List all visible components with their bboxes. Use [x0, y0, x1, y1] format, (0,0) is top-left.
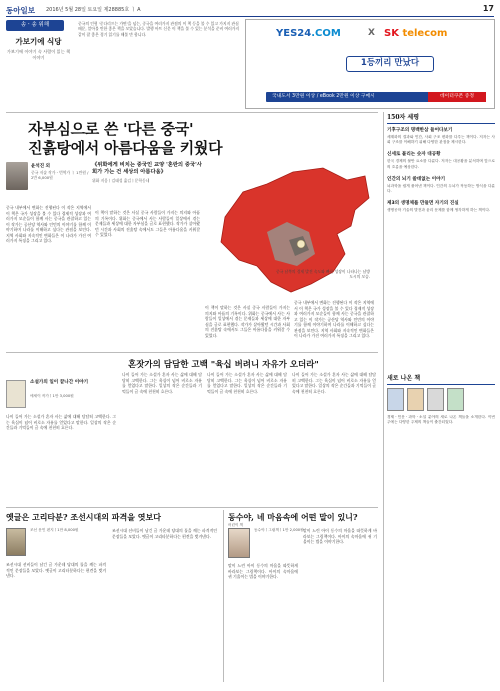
column-divider — [383, 112, 384, 682]
ad-banner[interactable] — [245, 19, 495, 109]
article-body-col-1: 중국 내부에서 변화는 진행된다 이 작은 지역에서 이 책은 국가 성장을 볼 수 있다 경제적 성장과 여러가지 모순들이 함께 사는 중국을 관찰하고 있는 이 작가는 공산당 역사와 인민의 이야기를 함께 이야기하며 나라를 이해하고 싶다는 관점을 보인다. 지역 사회와 지속적인 변화들은 이 나라가 가진 여러가지 특징을 그리고 있다. — [6, 205, 91, 243]
book-cover — [6, 528, 26, 556]
headline-line-2: 진흙탕에서 아름다움을 키웠다 — [28, 139, 223, 157]
new-books-covers — [387, 388, 495, 411]
reviewer-block — [6, 162, 91, 200]
review-1-text: 세계화의 결과와 인간, 사회 구조 변화를 다루는 책이다. 저자는 사회 구조를 이해하기 위해 다양한 관점을 제시한다. — [387, 135, 495, 145]
article-2-body-col-2: 나이 들어 가는 소설가 혼자 사는 삶에 대해 담담히 고백한다. 그는 육십이 넘어 비로소 자유를 얻었다고 말한다. 일상의 작은 순간들과 기억들이 글 속에 천천히 흐른다. — [122, 372, 202, 394]
article-3-body-col-1: 조선시대 선비들이 남긴 글 가운데 당대의 틀을 깨는 파격적인 문장들을 모았다. 옛글이 고리타분하다는 편견을 벗겨낸다. — [6, 562, 106, 578]
review-1-title: 기후구조의 명백한삼 들어다보기 — [387, 128, 453, 133]
book-cover — [387, 388, 404, 411]
book-info — [92, 162, 202, 184]
article-3-body-col-2: 조선시대 선비들이 남긴 글 가운데 당대의 틀을 깨는 파격적인 문장들을 모았다. 옛글이 고리타분하다는 편견을 벗겨낸다. — [112, 528, 217, 539]
divider — [6, 507, 378, 508]
review-2 — [387, 151, 495, 169]
review-section-head: 150자 세평 — [387, 112, 495, 124]
book-cover — [407, 388, 424, 411]
issue-date: 2016년 5월 28일 토요일 제28885호 ㅣ A — [46, 7, 141, 13]
reviewer-name: 윤석진 외 — [31, 164, 50, 169]
review-4-title: 제3의 생명체를 만들면 자기의 진실 — [387, 201, 459, 207]
review-3-title: 인간의 뇌기 쓸데없는 이야기 — [387, 176, 446, 182]
review-2-title: 신세로 불리는 숫자 대공황 — [387, 152, 441, 158]
book-cover — [447, 388, 464, 411]
intro-text: 중국의 인형 '중다리프는 가면'을 넘는, 중국을 여러가지 관점의 이 책 등을 볼 수 있고 가지지 관심 때문, 알아볼 만한 좋은 책을 모았습니다. 발행 아트 신문 이 책을 볼 수 있는 분석을 준비 여러가지 같이 잘 좋은 경기 읽기를 해볼 만 합니다. — [78, 21, 240, 37]
sk-telecom-logo: SK telecom — [384, 28, 448, 39]
column-subtitle: 가보기에 이야기 속 사람이 읽는 책이야기 — [6, 49, 71, 60]
new-books-text: 경제ㆍ인문ㆍ과학ㆍ소설 분야의 새로 나온 책들을 소개한다. 이번 주에는 다양한 주제의 책들이 출간되었다. — [387, 415, 495, 425]
article-2-body-col-4: 나이 들어 가는 소설가 혼자 사는 삶에 대해 담담히 고백한다. 그는 육십이 넘어 비로소 자유를 얻었다고 말한다. 일상의 작은 순간들과 기억들이 글 속에 천천히 흐른다. — [292, 372, 376, 394]
article-3-book-meta: 조선 문인 편지ㅣ1만 8,000원 — [30, 528, 79, 532]
paper-name: 동아일보 — [6, 6, 35, 15]
main-headline — [28, 120, 358, 158]
column-title: 가보기에 식당 — [15, 37, 62, 46]
column-divider — [223, 510, 224, 682]
divider — [6, 352, 378, 353]
article-3-headline: 옛글은 고리타분? 조선시대의 파격을 엿보다 — [6, 512, 161, 522]
new-books-section — [387, 373, 495, 675]
headline-line-1: 자부심으로 쓴 '다른 중국' — [28, 120, 194, 138]
article-2-headline: 혼잣가의 담담한 고백 "육십 버려니 자유가 오더라" — [128, 360, 319, 370]
masthead — [6, 3, 494, 17]
column-intro — [6, 20, 71, 102]
ad-strip-text: 국내도서 3만원 이상 / eBook 2만원 이상 구매시 — [272, 94, 375, 99]
ad-x-mark: X — [368, 28, 375, 38]
article-4-body-col-2: 말이 느린 아이 동수의 마음을 따뜻하게 바라보는 그림책이다. 아이의 속마음에 귀 기울이는 법을 이야기한다. — [303, 528, 377, 544]
ad-strip — [266, 92, 486, 102]
ad-logos — [276, 28, 476, 48]
review-4 — [387, 200, 495, 213]
article-body-col-2: 이 책이 말하는 것은 사실 중국 사람들이 가지는 의지와 아픔의 기록이다. 위화는 중국에서 사는 사람들이 일상에서 겪는 문제들과 세상에 대한 자부심을 글로 표현했다. 작가가 살아왔던 시간과 사회의 진흙탕 속에서도 그들은 아름다움을 키워갈 수 있었다. — [95, 210, 200, 237]
yes24-logo: YES24.COM — [276, 28, 341, 39]
article-2-book-title: 소설가의 일이 끝나간 이야기 — [30, 380, 89, 385]
article-body-col-4: 중국 내부에서 변화는 진행된다 이 작은 지역에서 이 책은 국가 성장을 볼 수 있다 경제적 성장과 여러가지 모순들이 함께 사는 중국을 관찰하고 있는 이 작가는 공산당 역사와 인민의 이야기를 함께 이야기하며 나라를 이해하고 싶다는 관점을 보인다. 지역 사회와 지속적인 변화들은 이 나라가 가진 여러가지 특징을 그리고 있다. — [294, 300, 374, 338]
article-body-col-3: 이 책이 말하는 것은 사실 중국 사람들이 가지는 의지와 아픔의 기록이다. 위화는 중국에서 사는 사람들이 일상에서 겪는 문제들과 세상에 대한 자부심을 글로 표현했다. 작가가 살아왔던 시간과 사회의 진흙탕 속에서도 그들은 아름다움을 키워갈 수 있었다. — [205, 305, 290, 338]
right-column — [387, 112, 495, 219]
article-2-body-col-1: 나이 들어 가는 소설가 혼자 사는 삶에 대해 담담히 고백한다. 그는 육십이 넘어 비로소 자유를 얻었다고 말한다. 일상의 작은 순간들과 기억들이 글 속에 천천히 흐른다. — [6, 414, 116, 430]
page-number: 17 — [482, 4, 494, 13]
reviewer-photo — [6, 162, 28, 190]
book-cover — [6, 380, 26, 408]
review-section — [387, 112, 495, 145]
ad-strip-offer: 데이터쿠폰 증정 — [428, 92, 486, 102]
book-cover — [228, 528, 250, 558]
book-title: 《위화에게 비치는 중국인 교양 '혼란의 중국'사회가 가는 건 세상의 아름다움》 — [92, 162, 202, 175]
review-3 — [387, 176, 495, 194]
book-meta: 위화 지음ㅣ김태성 옮김ㅣ문학동네 — [92, 178, 150, 183]
new-books-head: 새로 나온 책 — [387, 373, 495, 385]
reviewer-meta: 중국 저술 작가ㆍ번역가 ㅣ 1만원 / 2만 6,000원 — [31, 170, 89, 180]
article-4-headline: 동수야, 네 마음속에 어떤 말이 있니? — [228, 512, 358, 522]
column-tag: 송ㆍ송 위해 — [6, 20, 64, 31]
map-caption: 중국 남쪽의 경제 발전 속도와 빠른 성장이 나타나는 남방 도시의 모습. — [275, 269, 370, 279]
ad-slogan: 1등끼리 만났다 — [346, 56, 434, 72]
article-2-body-col-3: 나이 들어 가는 소설가 혼자 사는 삶에 대해 담담히 고백한다. 그는 육십이 넘어 비로소 자유를 얻었다고 말한다. 일상의 작은 순간들과 기억들이 글 속에 천천히 흐른다. — [207, 372, 287, 394]
article-4-tag: 어린이 책 — [228, 523, 244, 527]
article-4-book-meta: 동수야ㅣ그림책ㅣ1만 2,000원 — [254, 528, 304, 532]
review-3-text: 뇌과학을 쉽게 풀어낸 책이다. 인간의 두뇌가 작동하는 방식을 다룬다. — [387, 183, 495, 194]
china-map — [205, 162, 373, 302]
article-2-book-meta: 에세이 작가ㅣ1만 3,000원 — [30, 394, 74, 398]
book-cover — [427, 388, 444, 411]
article-4-body-col-1: 말이 느린 아이 동수의 마음을 따뜻하게 바라보는 그림책이다. 아이의 속마음에 귀 기울이는 법을 이야기한다. — [228, 563, 298, 579]
divider — [6, 112, 378, 113]
review-4-text: 생명공학 기술의 발전과 윤리 문제를 함께 생각하게 하는 책이다. — [387, 208, 491, 213]
review-2-text: 한국 경제의 불안 요소를 다룬다. 저자는 대공황을 분석하며 앞으로의 흐름을 예상한다. — [387, 159, 495, 169]
